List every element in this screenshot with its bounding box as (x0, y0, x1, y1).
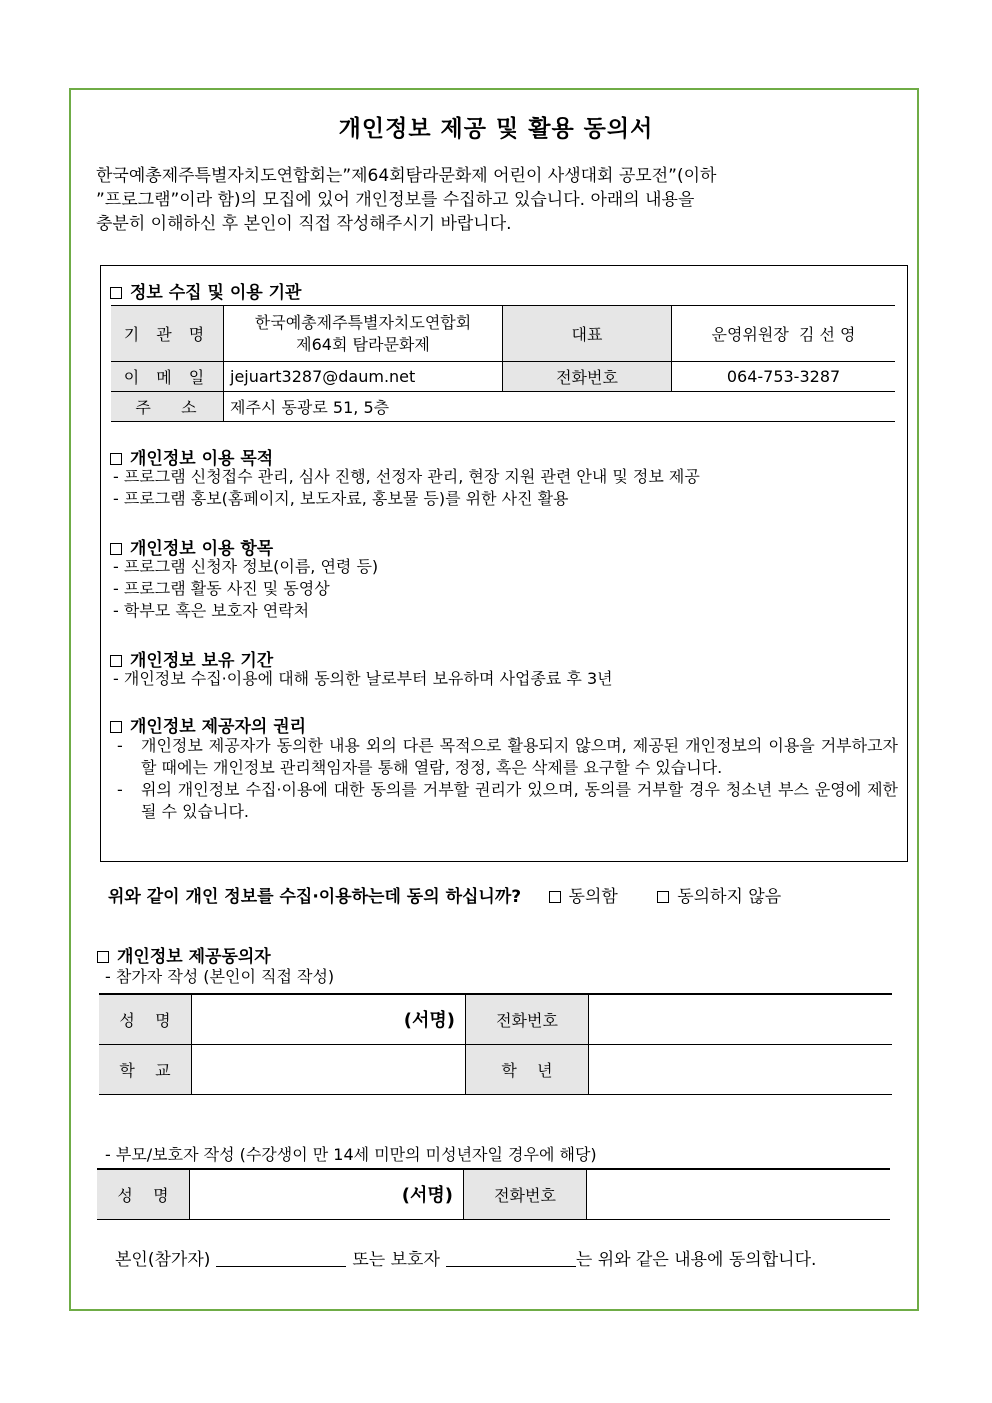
guardian-note: - 부모/보호자 작성 (수강생이 만 14세 미만의 미성년자일 경우에 해당) (105, 1145, 597, 1164)
org-table (111, 305, 895, 422)
section-org: 정보 수집 및 이용 기관 (110, 278, 301, 303)
phone-label: 전화번호 (466, 994, 589, 1044)
phone-value: 064-753-3287 (672, 362, 896, 392)
intro-line: ”프로그램”이라 함)의 모집에 있어 개인정보를 수집하고 있습니다. 아래의 내용을 (96, 190, 695, 210)
document-frame (69, 88, 919, 1311)
list-item: - 프로그램 홍보(홈페이지, 보도자료, 홍보물 등)를 위한 사진 활용 (113, 489, 569, 508)
agree-checkbox[interactable] (549, 891, 561, 903)
email-label: 이 메 일 (111, 362, 224, 392)
section-purpose: 개인정보 이용 목적 (110, 444, 273, 469)
purpose-list (113, 466, 700, 510)
rep-label: 대표 (503, 306, 672, 362)
participant-grade-field[interactable] (589, 1044, 893, 1094)
list-item: - 프로그램 신청접수 관리, 심사 진행, 선정자 관리, 현장 지원 관련 안내 및 정보 제공 (113, 467, 700, 486)
section-consent: 개인정보 제공동의자 (97, 942, 271, 967)
list-item: - 프로그램 활동 사진 및 동영상 (113, 579, 330, 598)
address-label: 주 소 (111, 392, 224, 422)
agree-option[interactable]: 동의함 (549, 887, 624, 907)
grade-label: 학 년 (466, 1044, 589, 1094)
checkbox-icon (110, 721, 122, 733)
items-list (113, 556, 378, 622)
participant-blank[interactable] (216, 1250, 346, 1267)
intro-text (96, 164, 866, 236)
consent-question: 위와 같이 개인 정보를 수집·이용하는데 동의 하십니까? 동의함 동의하지 않음 (108, 887, 782, 907)
section-items: 개인정보 이용 항목 (110, 534, 273, 559)
org-name-value: 한국예총제주특별자치도연합회 제64회 탐라문화제 (224, 306, 503, 362)
address-value: 제주시 동광로 51, 5층 (224, 392, 896, 422)
checkbox-icon (110, 453, 122, 465)
list-item: - 학부모 혹은 보호자 연락처 (113, 601, 310, 620)
rep-value: 운영위원장 김 선 영 (672, 306, 896, 362)
phone-label: 전화번호 (464, 1169, 587, 1219)
org-name-label: 기 관 명 (111, 306, 224, 362)
disagree-option[interactable]: 동의하지 않음 (657, 887, 781, 907)
section-period: 개인정보 보유 기간 (110, 646, 273, 671)
guardian-blank[interactable] (446, 1250, 576, 1267)
list-item: - 프로그램 신청자 정보(이름, 연령 등) (113, 557, 379, 576)
disagree-checkbox[interactable] (657, 891, 669, 903)
school-label: 학 교 (99, 1044, 192, 1094)
document-title: 개인정보 제공 및 활용 동의서 (338, 116, 654, 142)
participant-school-field[interactable] (192, 1044, 466, 1094)
guardian-name-field[interactable]: (서명) (190, 1169, 464, 1219)
list-item: - 개인정보 수집·이용에 대해 동의한 날로부터 보유하며 사업종료 후 3년 (113, 669, 613, 688)
participant-table (99, 993, 892, 1095)
info-box (100, 265, 908, 862)
rights-paragraph: - 위의 개인정보 수집·이용에 대한 동의를 거부할 권리가 있으며, 동의를 거부할 경우 청소년 부스 운영에 제한될 수 있습니다. (117, 780, 898, 821)
guardian-phone-field[interactable] (587, 1169, 891, 1219)
checkbox-icon (110, 655, 122, 667)
period-list (113, 668, 613, 690)
participant-phone-field[interactable] (589, 994, 893, 1044)
participant-note: - 참가자 작성 (본인이 직접 작성) (105, 967, 335, 986)
checkbox-icon (110, 287, 122, 299)
name-label: 성 명 (99, 994, 192, 1044)
intro-line: 충분히 이해하신 후 본인이 직접 작성해주시기 바랍니다. (96, 214, 512, 234)
checkbox-icon (97, 951, 109, 963)
section-rights: 개인정보 제공자의 권리 (110, 712, 306, 737)
rights-paragraph: - 개인정보 제공자가 동의한 내용 외의 다른 목적으로 활용되지 않으며, 제공된 개인정보의 이용을 거부하고자 할 때에는 개인정보 관리책임자를 통해 열람, 정정, 혹은 삭제를 요구할 수 있습니다. (117, 736, 898, 777)
email-value: jejuart3287@daum.net (224, 362, 503, 392)
closing-statement: 본인(참가자) 또는 보호자 는 위와 같은 내용에 동의합니다. (115, 1250, 817, 1270)
phone-label: 전화번호 (503, 362, 672, 392)
guardian-table (97, 1168, 890, 1220)
intro-line: 한국예총제주특별자치도연합회는”제64회탐라문화제 어린이 사생대회 공모전”(이하 (96, 166, 717, 186)
rights-text (113, 735, 898, 823)
participant-name-field[interactable]: (서명) (192, 994, 466, 1044)
checkbox-icon (110, 543, 122, 555)
name-label: 성 명 (97, 1169, 190, 1219)
